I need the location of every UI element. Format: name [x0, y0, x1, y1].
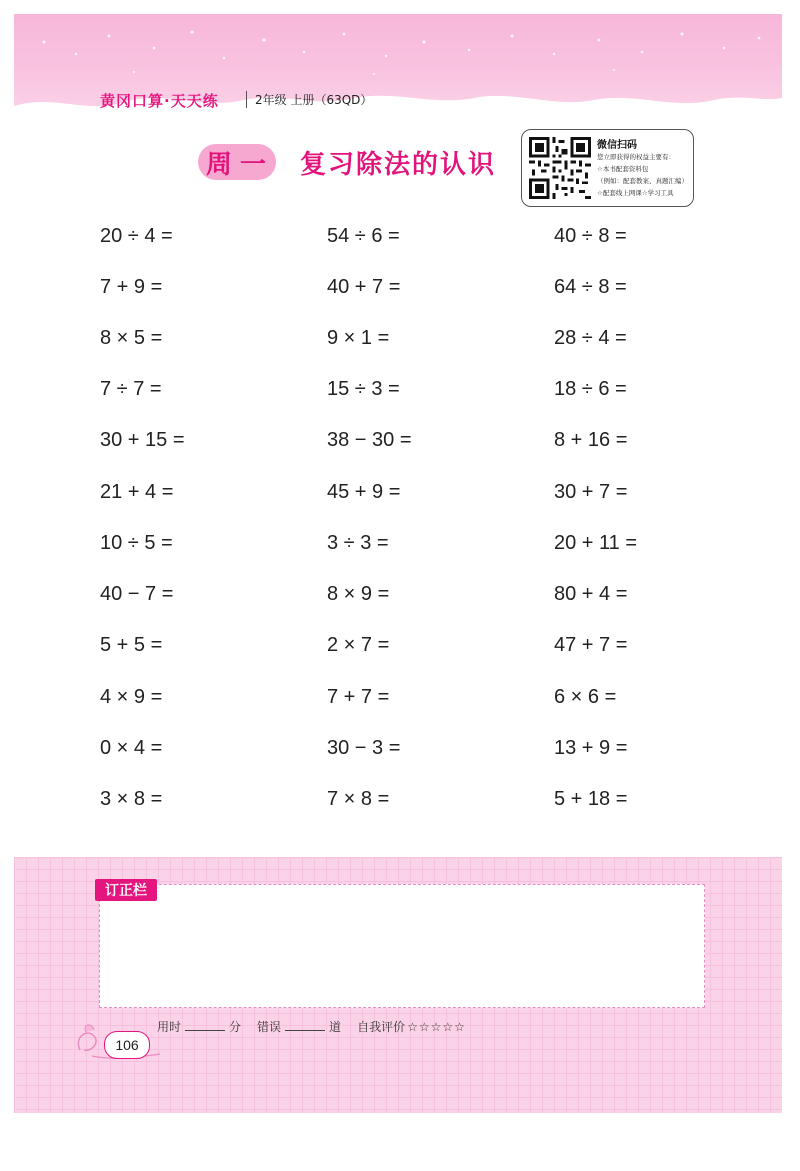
math-problem: 2 × 7 = — [327, 634, 390, 656]
math-problem: 7 + 9 = — [100, 276, 163, 298]
math-problem: 21 + 4 = — [100, 481, 174, 503]
math-problem: 28 ÷ 4 = — [554, 327, 627, 349]
math-problem: 40 + 7 = — [327, 276, 401, 298]
math-problem: 45 + 9 = — [327, 481, 401, 503]
stats-line — [157, 1018, 466, 1035]
correction-label: 订正栏 — [95, 879, 157, 901]
math-problem: 54 ÷ 6 = — [327, 225, 400, 247]
math-problem: 20 + 11 = — [554, 532, 638, 554]
math-problem: 7 ÷ 7 = — [100, 378, 162, 400]
topic-title: 复习除法的认识 — [300, 149, 497, 180]
math-problem: 20 ÷ 4 = — [100, 225, 173, 247]
math-problem: 30 + 7 = — [554, 481, 628, 503]
qr-line: （例如：配套教案、真题汇编） — [597, 177, 688, 185]
math-problem: 10 ÷ 5 = — [100, 532, 173, 554]
qr-line: ☆本书配套资料包 — [597, 165, 649, 173]
math-problem: 8 × 5 = — [100, 327, 163, 349]
math-problem: 15 ÷ 3 = — [327, 378, 400, 400]
time-label: 用时 — [157, 1020, 182, 1034]
math-problem: 5 + 18 = — [554, 788, 628, 810]
math-problem: 6 × 6 = — [554, 686, 617, 708]
math-problem: 47 + 7 = — [554, 634, 628, 656]
page-title — [198, 142, 496, 182]
math-problem: 30 + 15 = — [100, 429, 185, 451]
self-eval-label: 自我评价 — [357, 1020, 406, 1034]
math-problem: 40 ÷ 8 = — [554, 225, 627, 247]
question-unit: 道 — [329, 1020, 342, 1034]
qr-title: 微信扫码 — [597, 140, 637, 151]
math-problem: 40 − 7 = — [100, 583, 174, 605]
math-problem: 3 ÷ 3 = — [327, 532, 389, 554]
math-problem: 38 − 30 = — [327, 429, 412, 451]
math-problem: 9 × 1 = — [327, 327, 390, 349]
error-label: 错误 — [257, 1020, 282, 1034]
math-problem: 18 ÷ 6 = — [554, 378, 627, 400]
error-blank[interactable] — [285, 1020, 325, 1031]
grade-label: 2年级 上册（63QD） — [246, 91, 372, 108]
page-number: 106 — [104, 1031, 150, 1059]
time-blank[interactable] — [185, 1020, 225, 1031]
qr-code-box[interactable] — [521, 129, 694, 207]
math-problem: 13 + 9 = — [554, 737, 628, 759]
qr-line: ☆配套线上网课☆学习工具 — [597, 189, 674, 197]
qr-line: 您立即获得的权益主要有： — [597, 153, 675, 161]
week-badge: 周一 — [198, 144, 276, 180]
minute-label: 分 — [229, 1020, 242, 1034]
math-problem: 80 + 4 = — [554, 583, 628, 605]
brand-logo: 黄冈口算·天天练 — [100, 92, 219, 110]
qr-code-icon — [529, 137, 591, 199]
math-problem: 64 ÷ 8 = — [554, 276, 627, 298]
sparkle-decoration — [14, 14, 782, 94]
math-problem: 4 × 9 = — [100, 686, 163, 708]
math-problem: 7 × 8 = — [327, 788, 390, 810]
math-problem: 8 + 16 = — [554, 429, 628, 451]
correction-area[interactable] — [99, 884, 705, 1008]
math-problem: 7 + 7 = — [327, 686, 390, 708]
math-problem: 30 − 3 = — [327, 737, 401, 759]
rating-stars[interactable]: ☆☆☆☆☆ — [407, 1020, 466, 1034]
math-problem: 0 × 4 = — [100, 737, 163, 759]
math-problem: 8 × 9 = — [327, 583, 390, 605]
math-problem: 3 × 8 = — [100, 788, 163, 810]
math-problem: 5 + 5 = — [100, 634, 163, 656]
